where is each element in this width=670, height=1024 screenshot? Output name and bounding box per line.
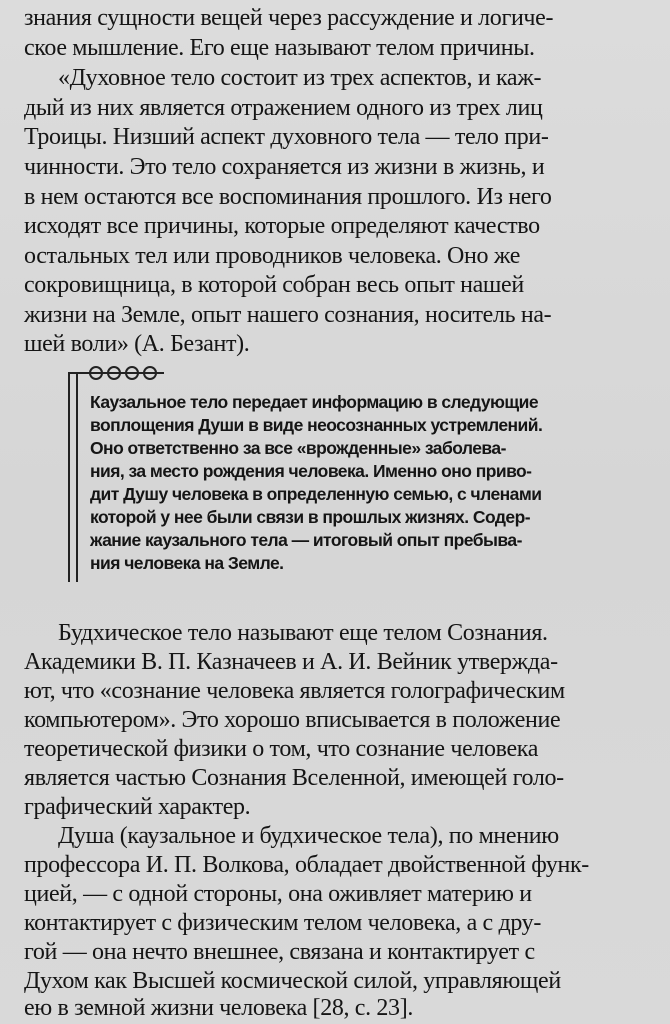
- text-line: знания сущности вещей через рассуждение и логиче-: [24, 5, 554, 31]
- text-line: графический характер.: [24, 794, 251, 820]
- text-line: «Духовное тело состоит из трех аспектов, и каж-: [58, 65, 542, 91]
- text-line: остальных тел или проводников человека. Оно же: [24, 243, 521, 269]
- callout-line: дит Душу человека в определенную семью, с членами: [90, 484, 542, 504]
- callout-line: Каузальное тело передает информацию в следующие: [90, 392, 539, 412]
- text-line: гой — она нечто внешнее, связана и контактирует с: [24, 939, 535, 965]
- text-line: Духом как Высшей космической силой, управляющей: [24, 968, 561, 994]
- text-line: теоретической физики о том, что сознание человека: [24, 736, 539, 762]
- callout-side-rule: [68, 372, 78, 582]
- text-line: Душа (каузальное и будхическое тела), по мнению: [58, 823, 559, 849]
- text-line: шей воли» (А. Безант).: [24, 331, 250, 357]
- text-line: чинности. Это тело сохраняется из жизни в жизнь, и: [24, 154, 545, 180]
- text-line: профессора И. П. Волкова, обладает двойственной функ-: [24, 852, 589, 878]
- text-line: исходят все причины, которые определяют качество: [24, 213, 540, 239]
- callout-line: жание каузального тела — итоговый опыт пребыва-: [90, 530, 522, 550]
- text-line: Троицы. Низший аспект духовного тела — тело при-: [24, 124, 549, 150]
- text-line: в нем остаются все воспоминания прошлого. Из него: [24, 184, 552, 210]
- callout-line: которой у нее были связи в прошлых жизнях. Содер-: [90, 507, 531, 527]
- callout-line: воплощения Души в виде неосознанных устремлений.: [90, 415, 543, 435]
- text-line: сокровищница, в которой собран весь опыт нашей: [24, 272, 524, 298]
- text-line: Академики В. П. Казначеев и А. И. Вейник утвержда-: [24, 649, 558, 675]
- text-line: цией, — с одной стороны, она оживляет материю и: [24, 881, 532, 907]
- text-line: ют, что «сознание человека является голографическим: [24, 678, 565, 704]
- text-line: является частью Сознания Вселенной, имеющей голо-: [24, 765, 564, 791]
- chain-ornament-icon: [84, 362, 164, 384]
- text-line: Будхическое тело называют еще телом Сознания.: [58, 620, 548, 646]
- callout-line: Оно ответственно за все «врожденные» заболева-: [90, 438, 506, 458]
- text-line: жизни на Земле, опыт нашего сознания, носитель на-: [24, 302, 552, 328]
- text-line: контактирует с физическим телом человека, а с дру-: [24, 910, 541, 936]
- callout-line: ния человека на Земле.: [90, 553, 284, 573]
- text-line: ское мышление. Его еще называют телом причины.: [24, 35, 535, 61]
- text-line: дый из них является отражением одного из трех лиц: [24, 95, 543, 121]
- callout-line: ния, за место рождения человека. Именно оно приво-: [90, 461, 532, 481]
- text-line: компьютером». Это хорошо вписывается в положение: [24, 707, 561, 733]
- text-line: ею в земной жизни человека [28, с. 23].: [24, 995, 413, 1021]
